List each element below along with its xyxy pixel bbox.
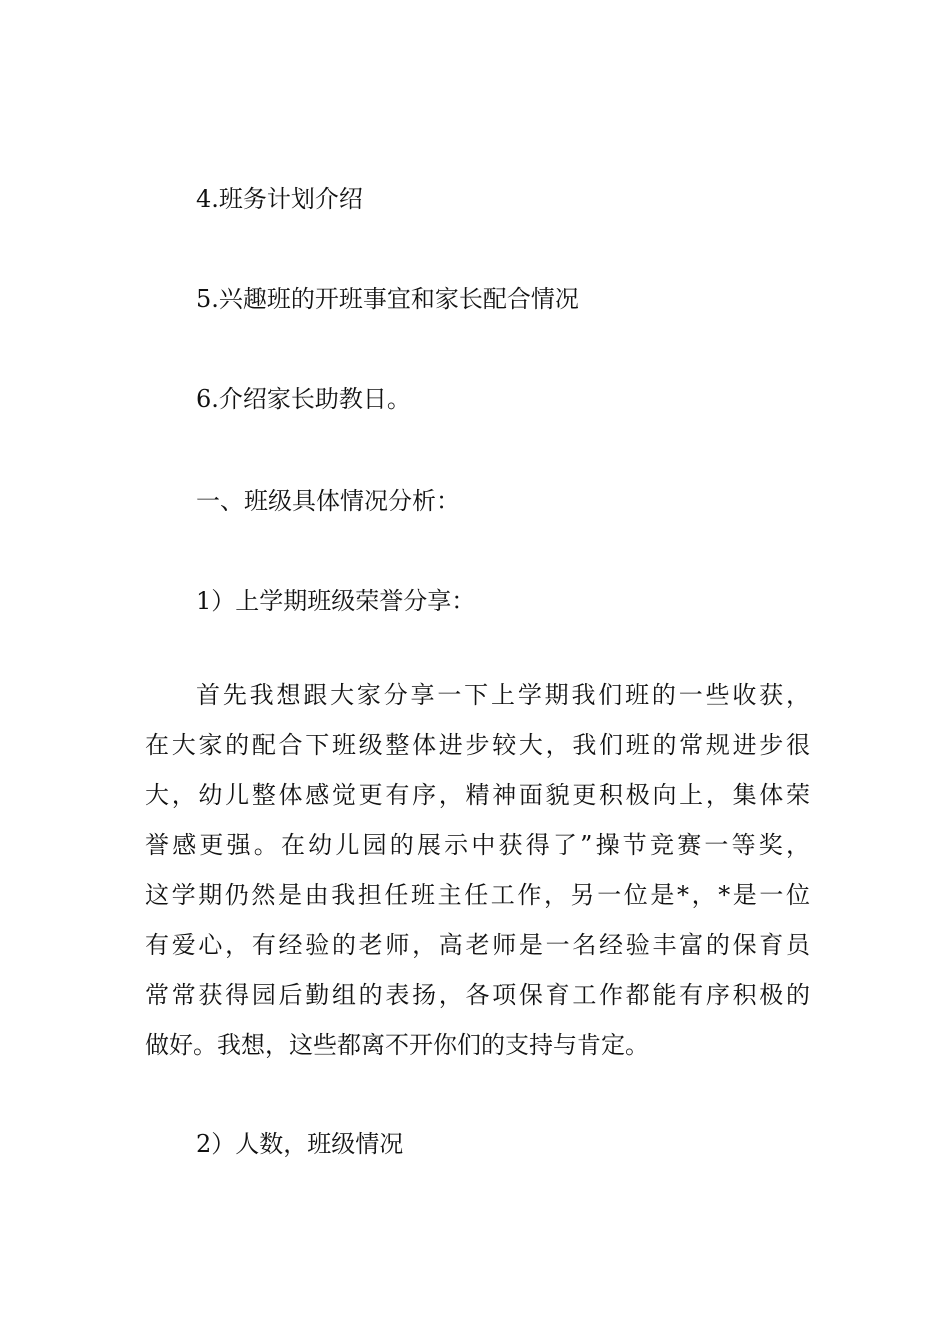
list-item-6: 6.介绍家长助教日。 bbox=[196, 385, 411, 413]
paragraph-line: 常常获得园后勤组的表扬，各项保育工作都能有序积极的 bbox=[145, 981, 810, 1009]
paragraph-line: 誉感更强。在幼儿园的展示中获得了”操节竞赛一等奖， bbox=[145, 831, 810, 859]
paragraph-line: 这学期仍然是由我担任班主任工作，另一位是*，*是一位 bbox=[145, 881, 810, 909]
subheading-honors: 1）上学期班级荣誉分享： bbox=[196, 587, 476, 615]
paragraph-line: 有爱心，有经验的老师，高老师是一名经验丰富的保育员 bbox=[145, 931, 810, 959]
paragraph-line: 大，幼儿整体感觉更有序，精神面貌更积极向上，集体荣 bbox=[145, 781, 810, 809]
list-item-5: 5.兴趣班的开班事宜和家长配合情况 bbox=[196, 285, 579, 313]
list-item-4: 4.班务计划介绍 bbox=[196, 185, 363, 213]
paragraph-line: 首先我想跟大家分享一下上学期我们班的一些收获， bbox=[196, 681, 810, 709]
paragraph-line: 做好。我想，这些都离不开你们的支持与肯定。 bbox=[145, 1031, 649, 1059]
paragraph-line: 在大家的配合下班级整体进步较大，我们班的常规进步很 bbox=[145, 731, 810, 759]
subheading-headcount: 2）人数，班级情况 bbox=[196, 1130, 404, 1158]
body-paragraph bbox=[145, 670, 810, 1070]
section-heading: 一、班级具体情况分析： bbox=[196, 487, 460, 515]
